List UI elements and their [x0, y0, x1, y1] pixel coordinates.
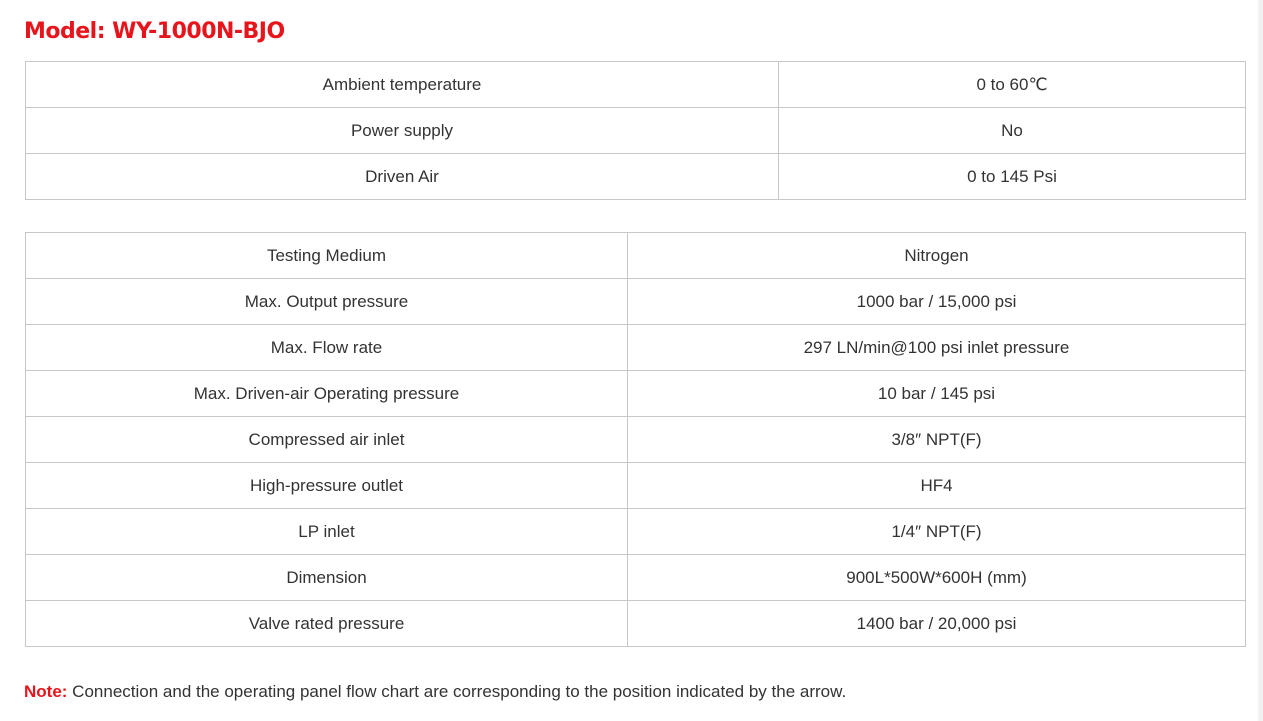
row-label: LP inlet: [26, 509, 628, 555]
table-row: [26, 371, 1246, 417]
row-label: Max. Driven-air Operating pressure: [26, 371, 628, 417]
row-label: Compressed air inlet: [26, 417, 628, 463]
row-value: 0 to 60℃: [779, 62, 1246, 108]
row-value: Nitrogen: [628, 233, 1246, 279]
table-row: [26, 233, 1246, 279]
row-label: Max. Flow rate: [26, 325, 628, 371]
row-value: 1/4″ NPT(F): [628, 509, 1246, 555]
spec-table: [25, 232, 1246, 647]
table-row: [26, 601, 1246, 647]
table-row: [26, 279, 1246, 325]
row-label: Max. Output pressure: [26, 279, 628, 325]
row-value: HF4: [628, 463, 1246, 509]
table-row: [26, 62, 1246, 108]
table-row: [26, 555, 1246, 601]
row-value: 1400 bar / 20,000 psi: [628, 601, 1246, 647]
row-value: No: [779, 108, 1246, 154]
row-value: 10 bar / 145 psi: [628, 371, 1246, 417]
row-label: High-pressure outlet: [26, 463, 628, 509]
table-row: [26, 417, 1246, 463]
row-label: Driven Air: [26, 154, 779, 200]
row-label: Dimension: [26, 555, 628, 601]
model-title: Model: WY-1000N-BJO: [24, 19, 285, 44]
table-row: [26, 325, 1246, 371]
row-value: 0 to 145 Psi: [779, 154, 1246, 200]
table-row: [26, 108, 1246, 154]
row-label: Testing Medium: [26, 233, 628, 279]
table-row: [26, 154, 1246, 200]
note: [24, 680, 846, 704]
row-label: Ambient temperature: [26, 62, 779, 108]
row-value: 3/8″ NPT(F): [628, 417, 1246, 463]
note-text: Connection and the operating panel flow chart are corresponding to the position indicated by the arrow.: [67, 682, 847, 701]
row-value: 297 LN/min@100 psi inlet pressure: [628, 325, 1246, 371]
row-value: 1000 bar / 15,000 psi: [628, 279, 1246, 325]
table-row: [26, 509, 1246, 555]
row-label: Valve rated pressure: [26, 601, 628, 647]
note-label: Note:: [24, 682, 68, 701]
environment-table: [25, 61, 1246, 200]
table-row: [26, 463, 1246, 509]
row-label: Power supply: [26, 108, 779, 154]
row-value: 900L*500W*600H (mm): [628, 555, 1246, 601]
